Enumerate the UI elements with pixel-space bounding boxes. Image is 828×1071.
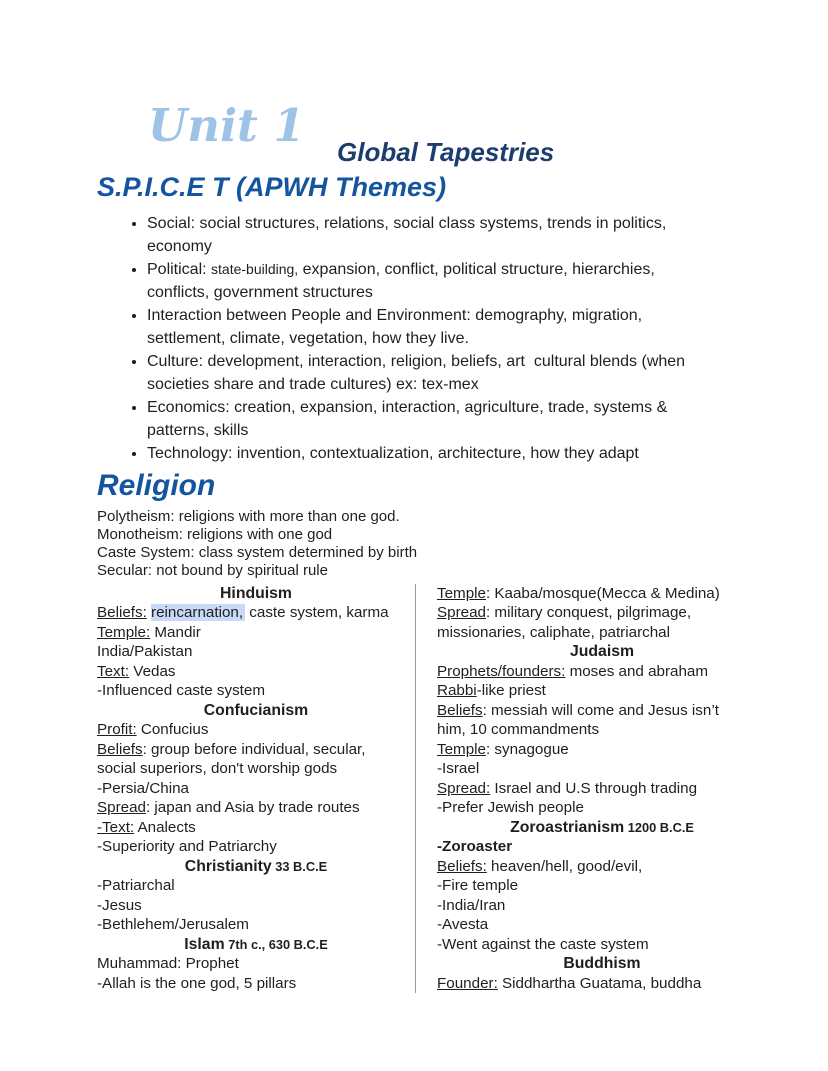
section-heading-text: Christianity — [184, 857, 272, 875]
text-segment: Social: social structures, relations, social class systems, trends in politics, — [147, 214, 667, 232]
text-segment: Vedas — [129, 662, 176, 680]
note-line — [97, 915, 415, 935]
text-segment: -Allah is the one god, 5 pillars — [97, 974, 297, 992]
text-segment: -Avesta — [437, 916, 489, 934]
religion-column-right — [416, 584, 767, 994]
text-segment: reincarnation, — [151, 604, 244, 622]
text-segment: Confucius — [136, 721, 209, 739]
text-segment: moses and abraham — [565, 662, 709, 680]
definition-line: Monotheism: religions with one god — [97, 525, 333, 543]
definition-line: Secular: not bound by spiritual rule — [97, 561, 328, 579]
text-segment: -Went against the caste system — [437, 935, 649, 953]
section-heading-text: Zoroastrianism — [510, 818, 625, 836]
note-line — [437, 935, 767, 955]
text-segment: -Influenced caste system — [97, 682, 265, 700]
note-line — [437, 720, 767, 740]
unit-title: Unit 1 — [148, 99, 305, 152]
note-line — [437, 623, 767, 643]
text-segment: Temple — [437, 740, 486, 758]
text-segment: Beliefs — [437, 701, 483, 719]
theme-line — [147, 442, 747, 465]
note-line — [97, 779, 415, 799]
text-segment: Spread — [437, 604, 486, 622]
section-heading-date: 33 B.C.E — [271, 858, 328, 874]
note-line — [97, 876, 415, 896]
section-heading-text: Judaism — [569, 643, 635, 661]
note-line — [97, 974, 415, 994]
theme-line — [147, 281, 747, 304]
note-line — [437, 740, 767, 760]
religion-definitions — [97, 508, 828, 580]
text-segment: Economics: creation, expansion, interaction, agriculture, trade, systems & — [147, 398, 668, 416]
text-segment: caste system, karma — [245, 604, 389, 622]
text-segment: economy — [147, 237, 212, 255]
text-segment: : synagogue — [485, 740, 569, 758]
text-segment: him, 10 commandments — [437, 721, 600, 739]
note-line — [437, 974, 767, 994]
note-line — [97, 681, 415, 701]
text-segment: heaven/hell, good/evil, — [486, 857, 643, 875]
text-segment: Beliefs: — [437, 857, 487, 875]
note-line — [97, 837, 415, 857]
religion-section-heading — [437, 642, 767, 662]
note-line — [97, 954, 415, 974]
definition-line: Caste System: class system determined by birth — [97, 543, 418, 561]
text-segment: -Zoroaster — [437, 838, 513, 856]
text-segment: missionaries, caliphate, patriarchal — [437, 623, 670, 641]
section-heading-text: Confucianism — [203, 701, 309, 719]
text-segment: Rabbi — [437, 682, 477, 700]
text-segment: -Superiority and Patriarchy — [97, 838, 277, 856]
theme-line — [147, 304, 747, 327]
religion-column-left — [97, 584, 415, 994]
theme-line — [147, 258, 747, 281]
text-segment: conflicts, government structures — [147, 283, 373, 301]
section-heading-text: Islam — [184, 935, 225, 953]
text-segment: -Israel — [437, 760, 480, 778]
note-line — [437, 662, 767, 682]
text-segment: Interaction between People and Environment: demography, migration, — [147, 306, 643, 324]
note-line — [437, 896, 767, 916]
theme-item — [147, 212, 747, 258]
note-line — [97, 623, 415, 643]
religion-section-heading — [437, 954, 767, 974]
text-segment: Spread — [97, 799, 146, 817]
theme-line — [147, 327, 747, 350]
religion-section-heading — [97, 857, 415, 877]
note-line — [97, 740, 415, 760]
text-segment: : Kaaba/mosque(Mecca & Medina) — [485, 584, 720, 602]
note-line — [97, 759, 415, 779]
text-segment: Temple: — [97, 623, 151, 641]
themes-list — [97, 212, 747, 465]
religion-section-heading — [437, 818, 767, 838]
text-segment: -Jesus — [97, 896, 142, 914]
text-segment: Prophets/founders: — [437, 662, 566, 680]
text-segment: -Bethlehem/Jerusalem — [97, 916, 249, 934]
religion-heading: Religion — [97, 468, 216, 502]
note-line — [437, 681, 767, 701]
text-segment: Text: — [97, 662, 130, 680]
text-segment: Israel and U.S through trading — [490, 779, 698, 797]
note-line — [97, 818, 415, 838]
section-heading-text: Hinduism — [220, 584, 292, 602]
note-line — [97, 603, 415, 623]
note-line — [437, 603, 767, 623]
note-line — [437, 915, 767, 935]
theme-item — [147, 396, 747, 442]
text-segment: social superiors, don't worship gods — [97, 760, 338, 778]
doc-subtitle: Global Tapestries — [337, 137, 555, 167]
text-segment: -like priest — [476, 682, 546, 700]
section-heading-date: 7th c., 630 B.C.E — [224, 936, 328, 952]
definition-line: Polytheism: religions with more than one god. — [97, 507, 400, 525]
note-line — [97, 798, 415, 818]
text-segment: patterns, skills — [147, 421, 249, 439]
text-segment: India/Pakistan — [97, 643, 193, 661]
note-line — [97, 642, 415, 662]
note-line — [437, 857, 767, 877]
theme-line — [147, 212, 747, 235]
theme-item — [147, 442, 747, 465]
theme-line — [147, 235, 747, 258]
text-segment: expansion, conflict, political structure, hierarchies, — [298, 260, 655, 278]
note-line — [437, 759, 767, 779]
note-line — [437, 779, 767, 799]
text-segment: -Prefer Jewish people — [437, 799, 584, 817]
theme-item — [147, 258, 747, 304]
theme-line — [147, 350, 747, 373]
text-segment: : military conquest, pilgrimage, — [485, 604, 692, 622]
text-segment: Profit: — [97, 721, 137, 739]
note-line — [437, 876, 767, 896]
religion-section-heading — [97, 584, 415, 604]
text-segment: Beliefs — [97, 740, 143, 758]
text-segment: Culture: development, interaction, religion, beliefs, art cultural blends (when — [147, 352, 686, 370]
section-heading-text: Buddhism — [563, 955, 641, 973]
text-segment: -Persia/China — [97, 779, 190, 797]
text-segment: Analects — [134, 818, 196, 836]
text-segment: Spread: — [437, 779, 491, 797]
text-segment: -Patriarchal — [97, 877, 175, 895]
text-segment: societies share and trade cultures) ex: tex-mex — [147, 375, 479, 393]
theme-item — [147, 304, 747, 350]
note-line — [437, 701, 767, 721]
text-segment: : group before individual, secular, — [142, 740, 366, 758]
note-line — [437, 584, 767, 604]
text-segment: -Text: — [97, 818, 135, 836]
religion-section-heading — [97, 701, 415, 721]
text-segment: Founder: — [437, 974, 498, 992]
note-line — [437, 837, 767, 857]
text-segment: Mandir — [150, 623, 201, 641]
religion-columns — [97, 584, 828, 994]
theme-line — [147, 419, 747, 442]
note-line — [97, 662, 415, 682]
text-segment: Political: — [147, 260, 212, 278]
religion-section-heading — [97, 935, 415, 955]
note-line — [97, 896, 415, 916]
text-segment: : japan and Asia by trade routes — [145, 799, 360, 817]
note-line — [97, 720, 415, 740]
text-segment: Technology: invention, contextualization, architecture, how they adapt — [147, 444, 639, 462]
text-segment: -India/Iran — [437, 896, 506, 914]
text-segment: Temple — [437, 584, 486, 602]
text-segment: Beliefs: — [97, 604, 147, 622]
text-segment: -Fire temple — [437, 877, 519, 895]
themes-heading: S.P.I.C.E T (APWH Themes) — [97, 171, 447, 202]
theme-item — [147, 350, 747, 396]
note-line — [437, 798, 767, 818]
text-segment: Muhammad: Prophet — [97, 955, 239, 973]
text-segment: Siddhartha Guatama, buddha — [497, 974, 702, 992]
theme-line — [147, 373, 747, 396]
theme-line — [147, 396, 747, 419]
text-segment: settlement, climate, vegetation, how they live. — [147, 329, 469, 347]
section-heading-date: 1200 B.C.E — [624, 819, 694, 835]
text-segment: state-building, — [211, 260, 299, 277]
text-segment: : messiah will come and Jesus isn’t — [482, 701, 719, 719]
